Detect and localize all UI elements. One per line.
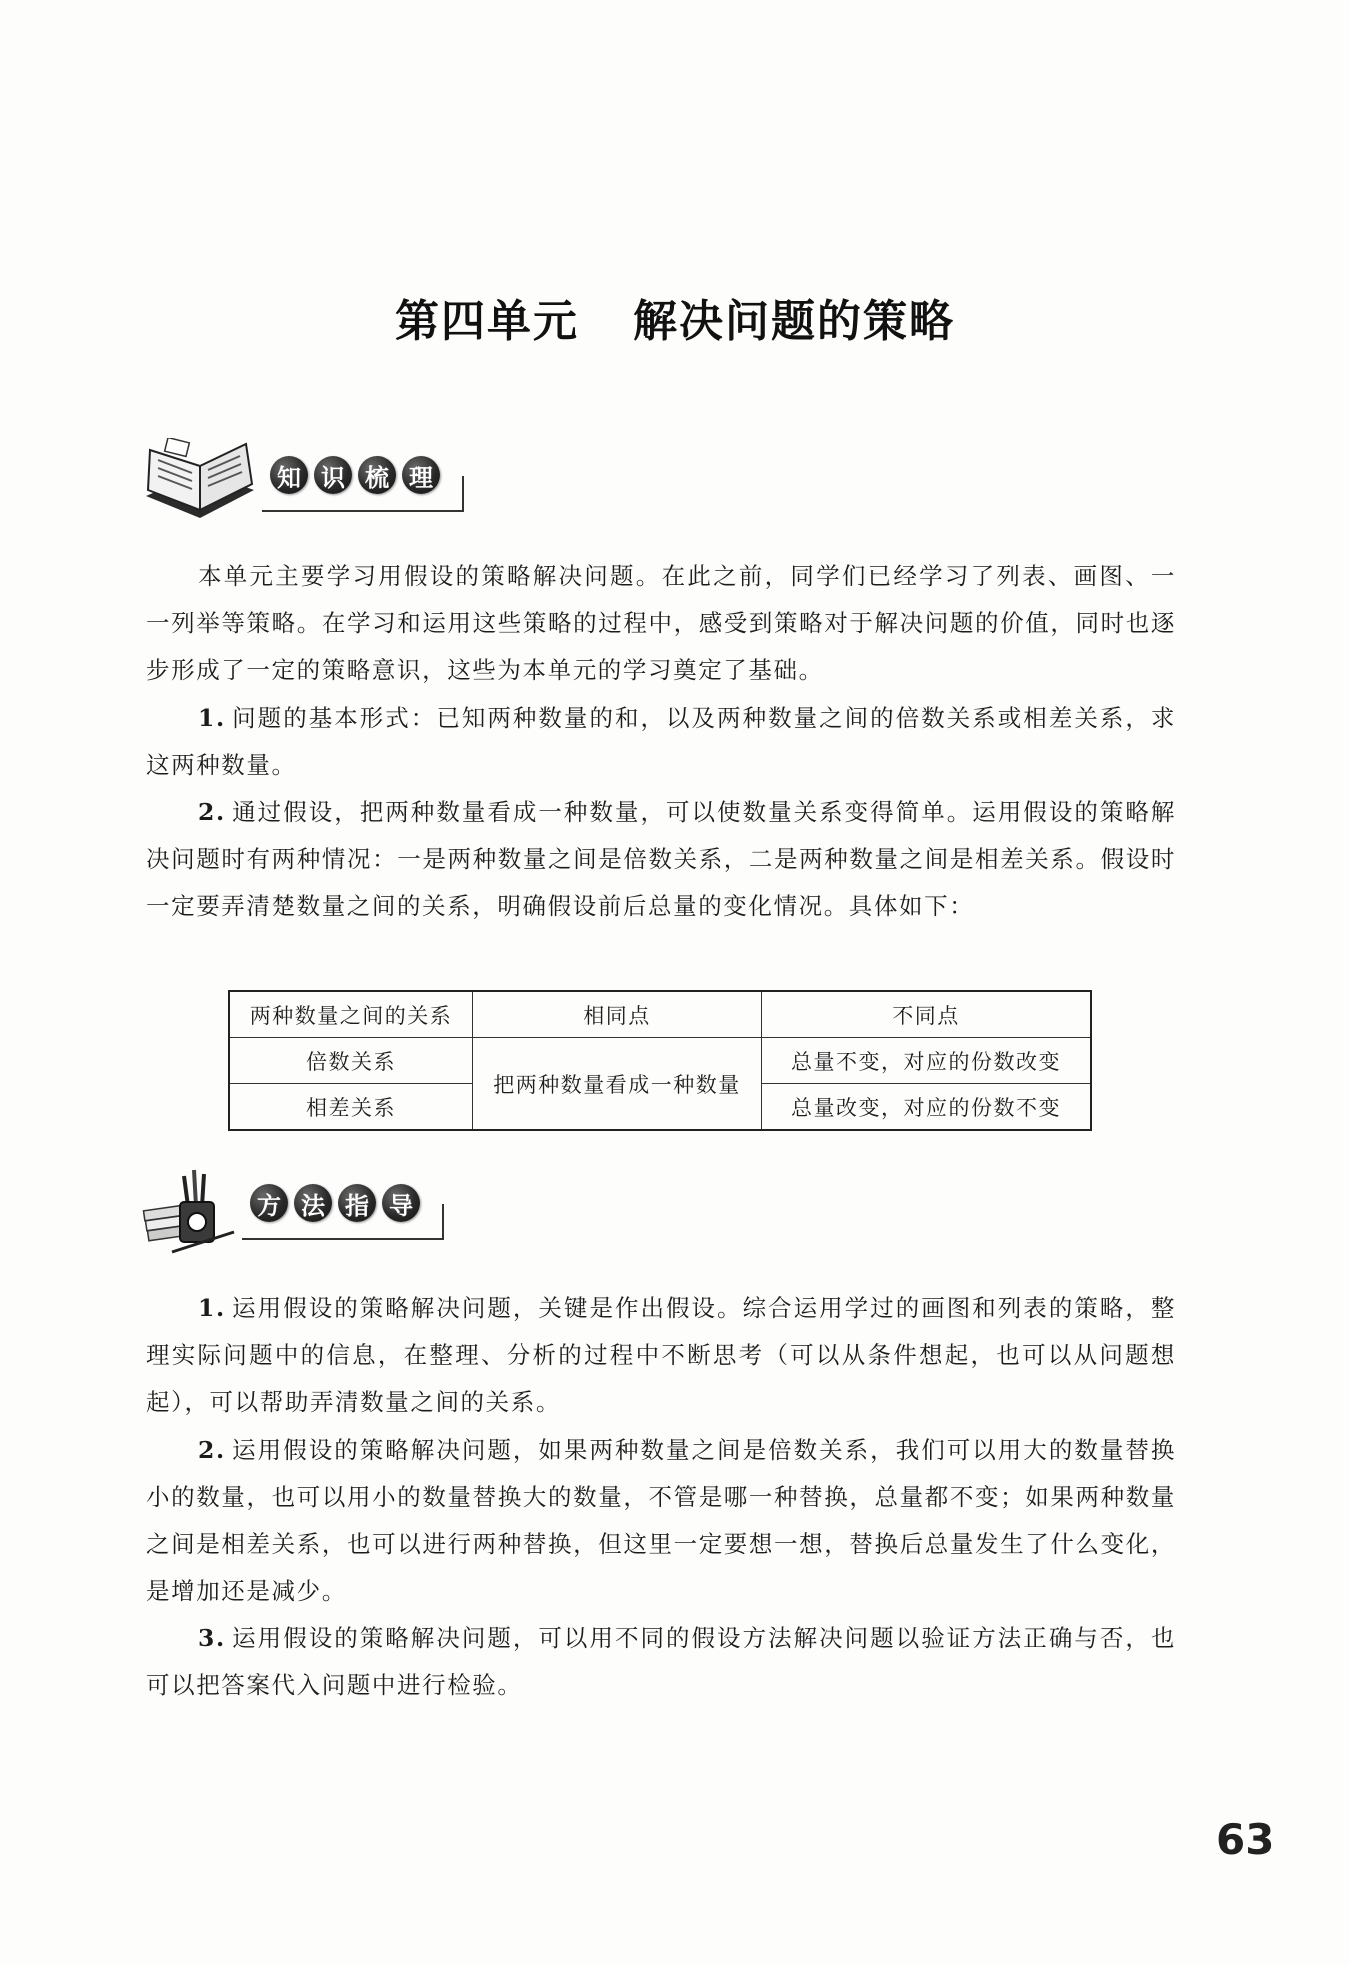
open-book-icon — [142, 438, 257, 526]
item-number: 2. — [198, 798, 226, 826]
badge-char: 指 — [338, 1184, 376, 1222]
knowledge-item — [146, 789, 1176, 930]
method-item — [146, 1427, 1176, 1615]
common-cell: 把两种数量看成一种数量 — [473, 1038, 762, 1131]
difference-cell: 总量改变，对应的份数不变 — [762, 1084, 1092, 1131]
badge-char: 法 — [294, 1184, 332, 1222]
item-number: 3. — [198, 1624, 226, 1652]
page-number: 63 — [1216, 1815, 1275, 1864]
table-row — [229, 1038, 1091, 1084]
unit-title — [0, 285, 1350, 349]
relation-comparison-table — [228, 990, 1092, 1131]
item-text: 通过假设，把两种数量看成一种数量，可以使数量关系变得简单。运用假设的策略解决问题时有两种情况：一是两种数量之间是倍数关系，二是两种数量之间是相差关系。假设时一定要弄清楚数量之间的关系，明确假设前后总量的变化情况。具体如下： — [146, 798, 1176, 920]
item-number: 2. — [198, 1436, 226, 1464]
difference-cell: 总量不变，对应的份数改变 — [762, 1038, 1092, 1084]
badge-char: 方 — [250, 1184, 288, 1222]
item-text: 运用假设的策略解决问题，关键是作出假设。综合运用学过的画图和列表的策略，整理实际问题中的信息，在整理、分析的过程中不断思考（可以从条件想起，也可以从问题想起），可以帮助弄清数量之间的关系。 — [146, 1294, 1176, 1416]
knowledge-review-badges — [270, 456, 440, 494]
method-guide-badges — [250, 1184, 420, 1222]
badge-char: 梳 — [358, 456, 396, 494]
method-item — [146, 1285, 1176, 1426]
knowledge-item — [146, 695, 1176, 789]
header-common: 相同点 — [473, 991, 762, 1038]
item-number: 1. — [198, 1294, 226, 1322]
table-header-row — [229, 991, 1091, 1038]
badge-char: 理 — [402, 456, 440, 494]
badge-char: 知 — [270, 456, 308, 494]
header-relation: 两种数量之间的关系 — [229, 991, 473, 1038]
relation-cell: 倍数关系 — [229, 1038, 473, 1084]
intro-paragraph: 本单元主要学习用假设的策略解决问题。在此之前，同学们已经学习了列表、画图、一一列举等策略。在学习和运用这些策略的过程中，感受到策略对于解决问题的价值，同时也逐步形成了一定的策略意识，这些为本单元的学习奠定了基础。 — [146, 562, 1176, 684]
pencil-cup-icon — [142, 1166, 242, 1256]
badge-char: 识 — [314, 456, 352, 494]
header-difference: 不同点 — [762, 991, 1092, 1038]
relation-cell: 相差关系 — [229, 1084, 473, 1131]
item-text: 问题的基本形式：已知两种数量的和，以及两种数量之间的倍数关系或相差关系，求这两种数量。 — [146, 704, 1176, 779]
unit-number: 第四单元 — [395, 296, 579, 347]
unit-topic: 解决问题的策略 — [633, 296, 955, 347]
method-guide-header — [142, 1166, 442, 1256]
method-item — [146, 1615, 1176, 1709]
badge-char: 导 — [382, 1184, 420, 1222]
item-text: 运用假设的策略解决问题，如果两种数量之间是倍数关系，我们可以用大的数量替换小的数量，也可以用小的数量替换大的数量，不管是哪一种替换，总量都不变；如果两种数量之间是相差关系，也可以进行两种替换，但这里一定要想一想，替换后总量发生了什么变化，是增加还是减少。 — [146, 1436, 1176, 1605]
item-text: 运用假设的策略解决问题，可以用不同的假设方法解决问题以验证方法正确与否，也可以把答案代入问题中进行检验。 — [146, 1624, 1176, 1699]
knowledge-review-header — [142, 438, 462, 528]
item-number: 1. — [198, 704, 226, 732]
